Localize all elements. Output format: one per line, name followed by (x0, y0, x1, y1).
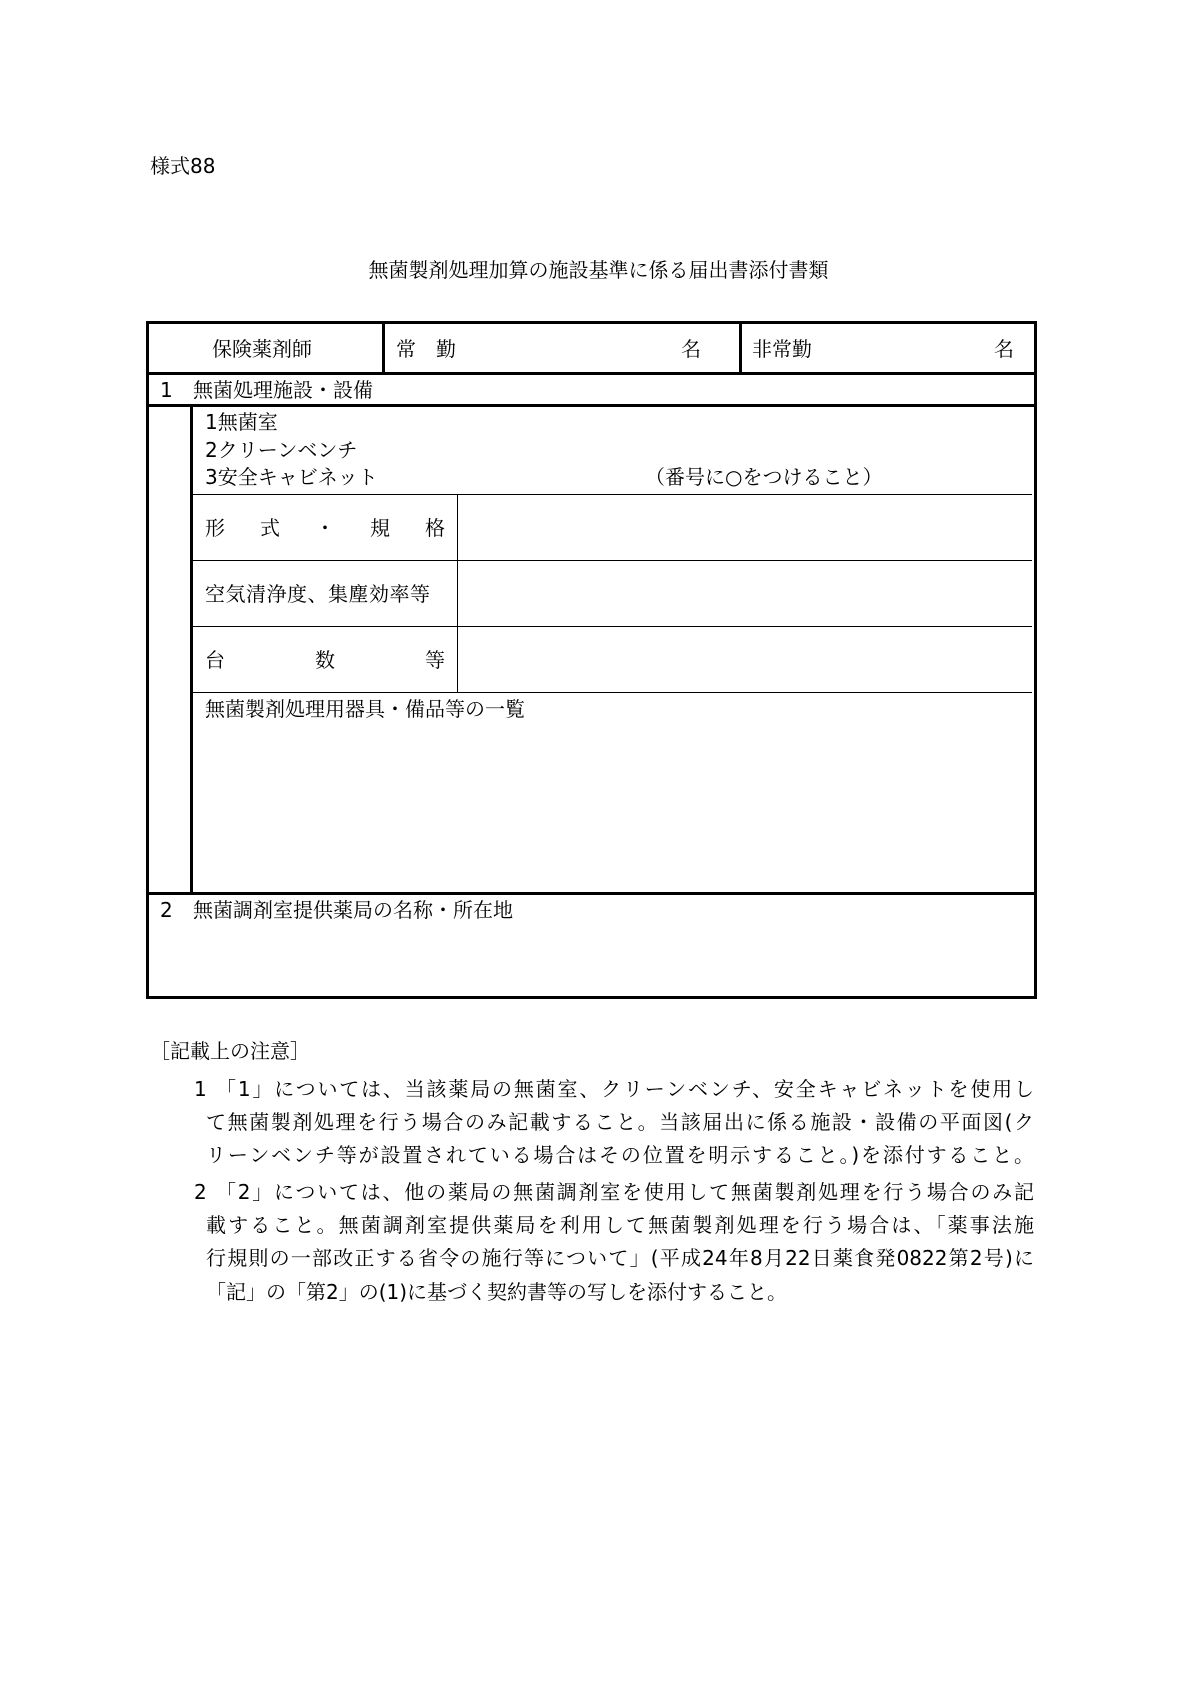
section1-title: 無菌処理施設・設備 (193, 378, 373, 402)
parttime-label: 非常勤 (752, 337, 812, 361)
form-number: 様式88 (150, 154, 216, 178)
air-cleanliness-value[interactable] (470, 582, 1020, 606)
section2-title: 無菌調剤室提供薬局の名称・所在地 (193, 898, 513, 922)
option-clean-room: 1無菌室 (205, 410, 278, 434)
option-safety-cabinet: 3安全キャビネット (205, 465, 378, 489)
unit-count-label: 台数等 (205, 648, 445, 672)
divider (146, 404, 1036, 407)
pharmacist-label: 保険薬剤師 (212, 337, 312, 361)
page-title: 無菌製剤処理加算の施設基準に係る届出書添付書類 (368, 258, 829, 282)
note-line: 行規則の一部改正する省令の施行等について」(平成24年8月22日薬食発0822第2号)に (206, 1246, 1034, 1270)
divider (739, 321, 742, 373)
divider (192, 494, 1032, 495)
divider (457, 494, 458, 692)
divider (192, 626, 1032, 627)
spec-label: 形式・規格 (205, 516, 445, 540)
parttime-unit: 名 (994, 337, 1014, 361)
fulltime-unit: 名 (681, 337, 701, 361)
divider (192, 692, 1032, 693)
note-number: 2 (194, 1180, 207, 1204)
section1-number: 1 (160, 378, 173, 402)
note-line: 載すること。無菌調剤室提供薬局を利用して無菌製剤処理を行う場合は、「薬事法施 (206, 1213, 1034, 1237)
divider (146, 372, 1036, 375)
note-line: 「2」については、他の薬局の無菌調剤室を使用して無菌製剤処理を行う場合のみ記 (216, 1180, 1034, 1204)
equipment-list-label: 無菌製剤処理用器具・備品等の一覧 (205, 697, 525, 721)
note-line: 「記」の「第2」の(1)に基づく契約書等の写しを添付すること。 (206, 1280, 788, 1304)
section2-number: 2 (160, 898, 173, 922)
notes-heading: ［記載上の注意］ (150, 1039, 310, 1063)
fulltime-label: 常 勤 (396, 337, 456, 361)
divider (146, 892, 1036, 895)
divider (192, 560, 1032, 561)
option-clean-bench: 2クリーンベンチ (205, 438, 358, 462)
note-line: リーンベンチ等が設置されている場合はその位置を明示すること。)を添付すること。 (206, 1143, 1034, 1167)
note-number: 1 (194, 1077, 207, 1101)
note-line: て無菌製剤処理を行う場合のみ記載すること。当該届出に係る施設・設備の平面図(ク (206, 1110, 1034, 1134)
unit-count-value[interactable] (470, 648, 1020, 672)
spec-value[interactable] (470, 516, 1020, 540)
note-line: 「1」については、当該薬局の無菌室、クリーンベンチ、安全キャビネットを使用し (216, 1077, 1034, 1101)
divider (190, 404, 193, 893)
divider (382, 321, 385, 373)
air-cleanliness-label: 空気清浄度、集塵効率等 (205, 582, 431, 606)
options-note: （番号に○をつけること） (645, 465, 883, 489)
